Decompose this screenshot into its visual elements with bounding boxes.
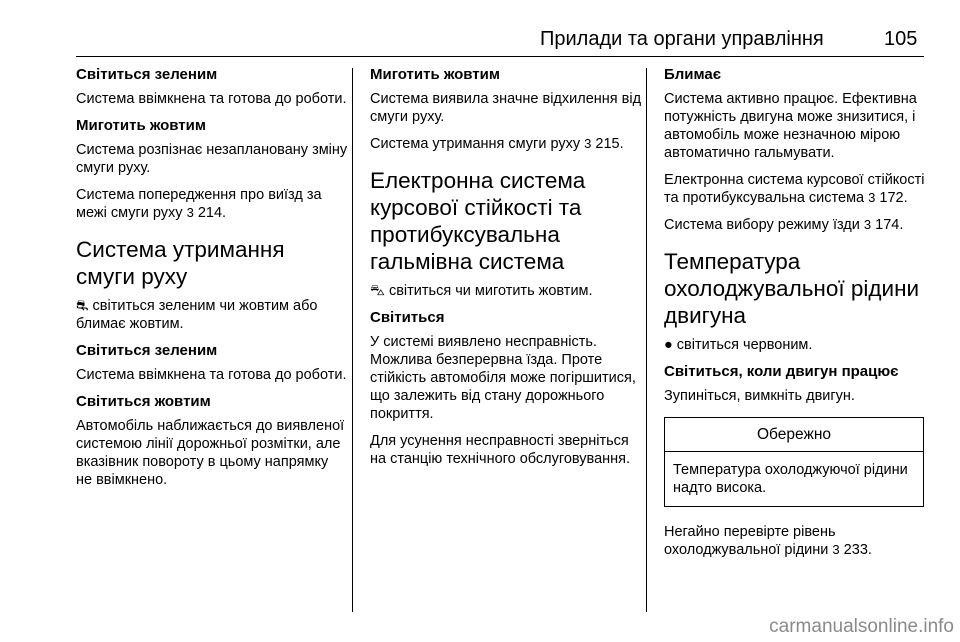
paragraph: Автомобіль наближається до виявленої системою лінії дорожньої розмітки, але вказівник повороту в цьому напрямку не ввімкнено. (76, 418, 345, 488)
column-1 (76, 66, 348, 498)
section-heading: Система утримання смуги руху (76, 237, 285, 289)
paragraph: Система активно працює. Ефективна потужність двигуна може знизитися, і автомобіль може незначною мірою автоматично гальмувати. (664, 91, 917, 161)
esc-warning-icon: ⛍ (370, 283, 385, 299)
page-ref-number: 214. (193, 205, 227, 221)
paragraph-text: Система попередження про виїзд за межі смуги руху (76, 187, 322, 221)
column-divider-2 (646, 68, 647, 612)
subheading: Блимає (664, 66, 722, 83)
page-ref-icon: 3 (186, 205, 194, 220)
paragraph: Система розпізнає незаплановану зміну смуги руху. (76, 142, 348, 176)
paragraph: Система виявила значне відхилення від смуги руху. (370, 91, 642, 125)
lane-keep-icon: ⛐ (76, 298, 89, 314)
paragraph (76, 297, 348, 333)
paragraph-text: Електронна система курсової стійкості та протибуксувальна система (664, 172, 925, 206)
page-ref-number: 215. (591, 136, 624, 152)
watermark: carmanualsonline.info (769, 616, 954, 637)
paragraph-text: Негайно перевірте рівень охолоджувальної рідини (664, 524, 836, 558)
paragraph-text: світиться чи миготить жовтим. (384, 283, 593, 299)
subheading: Світиться зеленим (76, 342, 218, 359)
paragraph (370, 135, 642, 153)
column-2 (370, 66, 642, 477)
paragraph-text: світиться зеленим чи жовтим або блимає жовтим. (76, 298, 318, 332)
caution-box (664, 417, 924, 507)
caution-text: Температура охолоджуючої рідини надто висока. (673, 462, 908, 496)
paragraph-text: Система вибору режиму їзди (664, 217, 864, 233)
paragraph-text: Система утримання смуги руху (370, 136, 585, 152)
paragraph: Система ввімкнена та готова до роботи. (76, 367, 347, 383)
page-ref-icon: 3 (832, 542, 840, 557)
paragraph (370, 282, 642, 300)
page-number: 105 (884, 28, 918, 50)
paragraph-text: світиться червоним. (672, 337, 813, 353)
paragraph (664, 523, 926, 559)
subheading: Світиться жовтим (76, 393, 211, 410)
header-rule (76, 56, 924, 57)
subheading: Світиться (370, 309, 445, 326)
paragraph: Система ввімкнена та готова до роботи. (76, 91, 347, 107)
page-ref-number: 233. (839, 542, 872, 558)
paragraph (664, 216, 926, 234)
page-ref-icon: 3 (868, 190, 876, 205)
subheading: Миготить жовтим (370, 66, 500, 83)
caution-title: Обережно (665, 418, 923, 452)
subheading: Світиться, коли двигун працює (664, 363, 899, 380)
paragraph (76, 186, 348, 222)
section-heading: Електронна система курсової стійкості та протибуксувальна гальмівна система (370, 168, 586, 274)
coolant-warning-icon: ● (664, 337, 673, 353)
subheading: Миготить жовтим (76, 117, 206, 134)
paragraph: У системі виявлено несправність. Можлива безперервна їзда. Проте стійкість автомобіля може погіршитися, що залежить від стану дорожнього покриття. (370, 334, 636, 422)
section-heading: Температура охолоджувальної рідини двигуна (664, 249, 920, 328)
page-header-title: Прилади та органи управління (540, 28, 824, 50)
page-ref-number: 174. (871, 217, 904, 233)
paragraph: Зупиніться, вимкніть двигун. (664, 388, 855, 404)
paragraph (664, 171, 926, 207)
page-ref-icon: 3 (584, 136, 592, 151)
page-ref-icon: 3 (863, 217, 872, 232)
paragraph: Для усунення несправності зверніться на станцію технічного обслуговування. (370, 433, 631, 467)
column-3 (664, 66, 926, 568)
page-ref-number: 172. (875, 190, 908, 206)
paragraph (664, 336, 926, 354)
subheading: Світиться зеленим (76, 66, 218, 83)
column-divider-1 (352, 68, 353, 612)
